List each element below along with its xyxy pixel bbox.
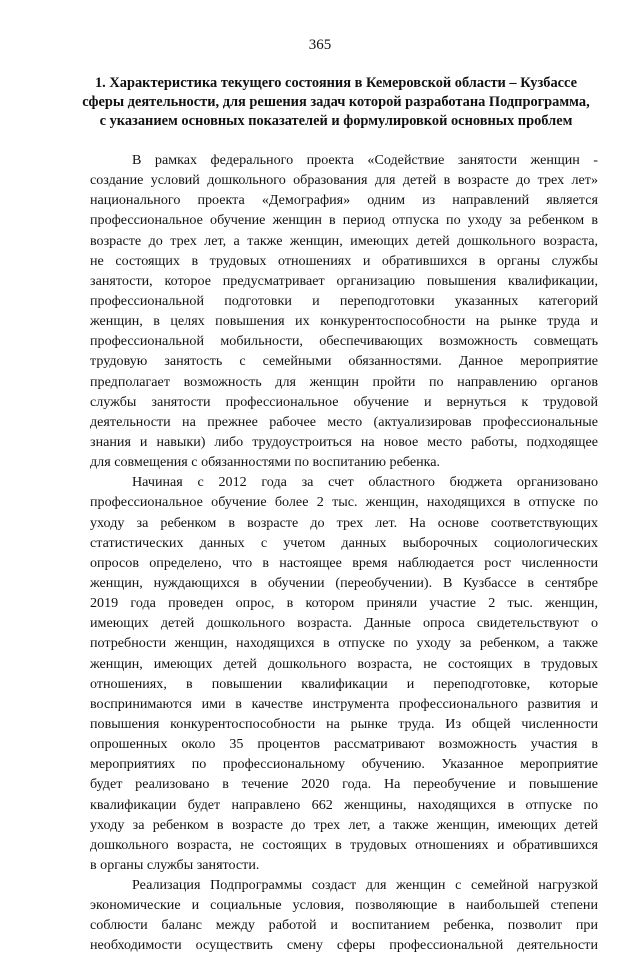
heading-line: с указанием основных показателей и формулировкой основных проблем bbox=[99, 113, 573, 129]
text-line: опросов определено, что в настоящее время наблюдается рост численности bbox=[90, 554, 598, 571]
text-line: 2019 года проведен опрос, в котором приняли участие 2 тыс. женщин, bbox=[90, 595, 598, 612]
text-line: профессиональной подготовки и переподготовки указанных категорий bbox=[90, 292, 598, 309]
text-line: необходимости осуществить смену сферы профессиональной деятельности bbox=[90, 937, 598, 954]
paragraph-3 bbox=[90, 875, 598, 956]
section-heading bbox=[72, 74, 600, 131]
text-line: для совмещения с обязанностями по воспитанию ребенка. bbox=[90, 454, 441, 471]
text-line: мероприятиях по профессиональному обучению. Указанное мероприятие bbox=[90, 756, 598, 773]
heading-line: 1. Характеристика текущего состояния в Кемеровской области – Кузбассе bbox=[94, 75, 577, 91]
body-text bbox=[90, 150, 598, 956]
text-line: уходу за ребенком в возрасте до трех лет. На основе соответствующих bbox=[90, 514, 598, 531]
text-line: статистических данных с учетом данных выборочных социологических bbox=[90, 534, 598, 551]
text-line: женщин, нуждающихся в обучении (переобучении). В Кузбассе в сентябре bbox=[90, 574, 598, 591]
text-line: отношениях, в повышении квалификации и переподготовке, которые bbox=[90, 675, 598, 692]
text-line: женщин, в целях повышения их конкурентоспособности на рынке труда и bbox=[90, 313, 598, 330]
text-line: воспринимаются ими в качестве инструмента профессионального развития и bbox=[90, 695, 598, 712]
text-line: дошкольного возраста, не состоящих в трудовых отношениях и обратившихся bbox=[90, 836, 598, 853]
text-line: профессиональное обучение более 2 тыс. женщин, находящихся в отпуске по bbox=[90, 494, 598, 511]
text-line: квалификации будет направлено 662 женщины, находящихся в отпуске по bbox=[90, 796, 598, 813]
text-line: предполагает возможность для женщин пройти по направлению органов bbox=[90, 373, 598, 390]
paragraph-2 bbox=[90, 472, 598, 875]
text-line: деятельности на прежнее рабочее место (актуализировав профессиональные bbox=[90, 413, 598, 430]
heading-line: сферы деятельности, для решения задач которой разработана Подпрограмма, bbox=[82, 94, 590, 110]
text-line: имеющих детей дошкольного возраста. Данные опроса свидетельствуют о bbox=[90, 615, 598, 632]
text-line: будет реализовано в течение 2020 года. На переобучение и повышение bbox=[90, 776, 598, 793]
text-line: не состоящих в трудовых отношениях и обратившихся в органы службы bbox=[90, 252, 598, 269]
text-line: повышения конкурентоспособности на рынке труда. Из общей численности bbox=[90, 715, 598, 732]
text-line: возрасте до трех лет, а также женщин, имеющих детей дошкольного возраста, bbox=[90, 232, 598, 249]
page-number: 365 bbox=[308, 37, 332, 53]
text-line: профессиональной мобильности, обеспечивающих возможность совмещать bbox=[90, 333, 598, 350]
text-line: соблюсти баланс между работой и воспитанием ребенка, позволит при bbox=[90, 917, 598, 934]
text-line: экономические и социальные условия, позволяющие в наибольшей степени bbox=[90, 897, 598, 914]
text-line: опрошенных около 35 процентов рассматривают возможность участия в bbox=[90, 736, 598, 753]
text-line: женщин, имеющих детей дошкольного возраста, не состоящих в трудовых bbox=[90, 655, 598, 672]
text-line: в органы службы занятости. bbox=[90, 856, 260, 873]
text-line: национального проекта «Демография» одним из направлений является bbox=[90, 192, 598, 209]
text-line: уходу за ребенком в возрасте до трех лет, а также женщин, имеющих детей bbox=[90, 816, 598, 833]
paragraph-1 bbox=[90, 150, 598, 472]
text-line: Начиная с 2012 года за счет областного бюджета организовано bbox=[132, 474, 598, 491]
text-line: профессиональное обучение женщин в период отпуска по уходу за ребенком в bbox=[90, 212, 598, 229]
text-line: трудовую занятость с семейными обязанностями. Данное мероприятие bbox=[90, 353, 598, 370]
text-line: В рамках федерального проекта «Содействие занятости женщин - bbox=[132, 152, 598, 168]
text-line: создание условий дошкольного образования для детей в возрасте до трех лет» bbox=[90, 172, 598, 189]
text-line: Реализация Подпрограммы создаст для женщин с семейной нагрузкой bbox=[132, 877, 598, 894]
text-line: потребности женщин, находящихся в отпуске по уходу за ребенком, а также bbox=[90, 635, 598, 652]
text-line: службы занятости профессиональное обучение и вернуться к трудовой bbox=[90, 393, 598, 410]
text-line: занятости, которое предусматривает организацию повышения квалификации, bbox=[90, 272, 598, 289]
text-line: знания и навыки) либо трудоустроиться на новое место работы, подходящее bbox=[90, 433, 598, 450]
